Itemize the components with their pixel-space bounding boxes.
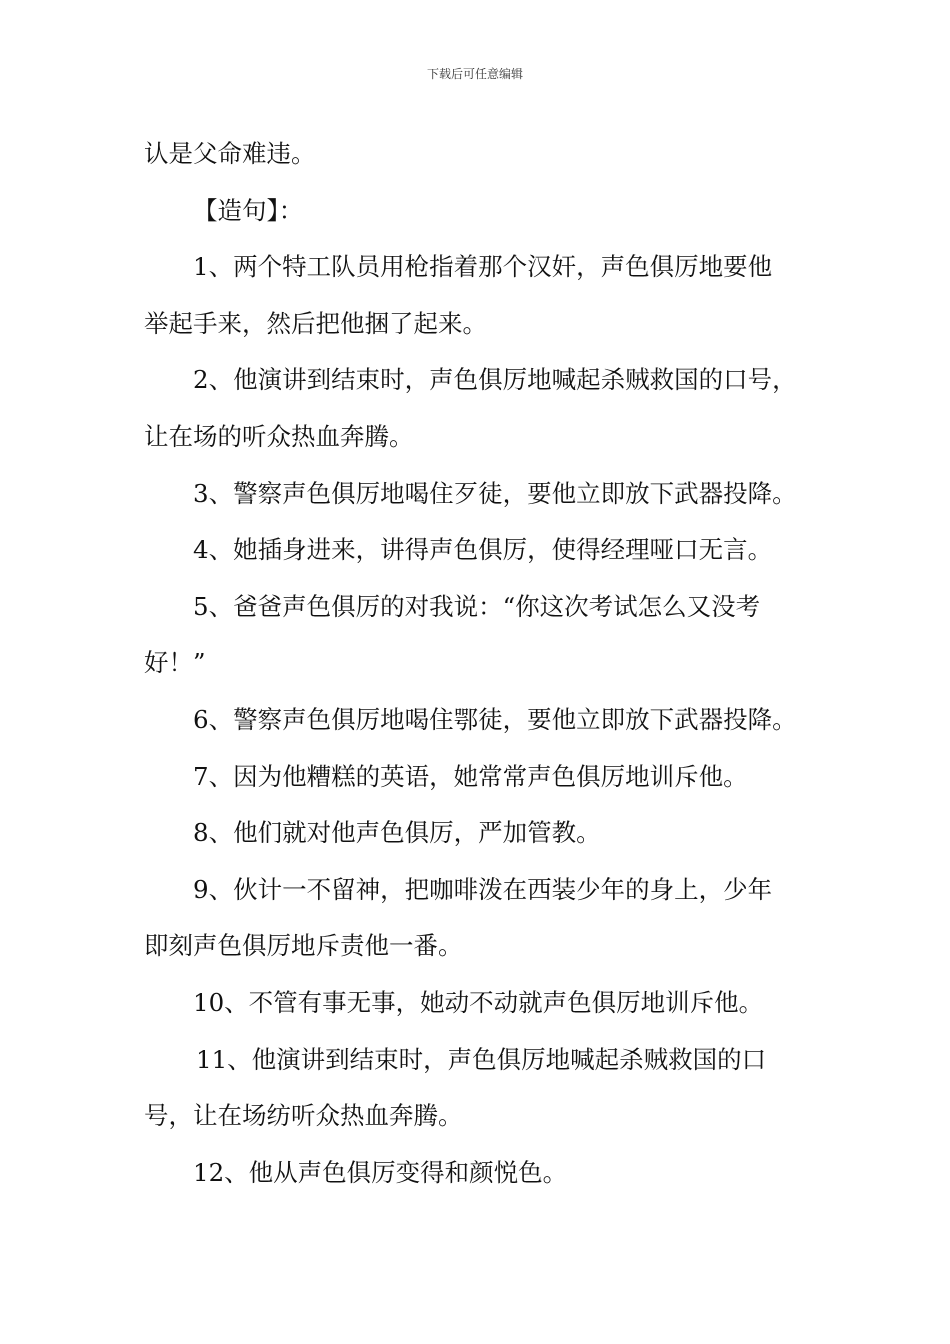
example-sentence-9: 9、伙计一不留神，把咖啡泼在西装少年的身上，少年 <box>193 874 773 904</box>
example-sentence-7: 7、因为他糟糕的英语，她常常声色俱厉地训斥他。 <box>193 761 748 791</box>
text-line: 号，让在场纺听众热血奔腾。 <box>144 1101 463 1131</box>
example-sentence-10: 10、不管有事无事，她动不动就声色俱厉地训斥他。 <box>193 987 764 1017</box>
example-sentence-3: 3、警察声色俱厉地喝住歹徒，要他立即放下武器投降。 <box>193 478 797 508</box>
example-sentence-2: 2、他演讲到结束时，声色俱厉地喊起杀贼救国的口号， <box>193 365 797 395</box>
document-body <box>144 126 808 1201</box>
example-sentence-4: 4、她插身进来，讲得声色俱厉，使得经理哑口无言。 <box>193 535 773 565</box>
text-line: 好！” <box>144 648 206 678</box>
example-sentence-11: 11、他演讲到结束时，声色俱厉地喊起杀贼救国的口 <box>196 1044 767 1074</box>
text-line: 即刻声色俱厉地斥责他一番。 <box>144 931 463 961</box>
example-sentence-8: 8、他们就对他声色俱厉，严加管教。 <box>193 818 601 848</box>
example-sentence-12: 12、他从声色俱厉变得和颜悦色。 <box>193 1157 568 1187</box>
example-sentence-1: 1、两个特工队员用枪指着那个汉奸，声色俱厉地要他 <box>193 252 773 282</box>
example-sentence-6: 6、警察声色俱厉地喝住鄂徒，要他立即放下武器投降。 <box>193 704 797 734</box>
text-line: 让在场的听众热血奔腾。 <box>144 421 414 451</box>
section-heading: 【造句】： <box>193 195 304 225</box>
text-line: 认是父命难违。 <box>144 139 316 168</box>
text-line: 举起手来，然后把他捆了起来。 <box>144 308 487 338</box>
page-header: 下载后可任意编辑 <box>426 67 523 81</box>
example-sentence-5: 5、爸爸声色俱厉的对我说：“你这次考试怎么又没考 <box>193 591 761 621</box>
